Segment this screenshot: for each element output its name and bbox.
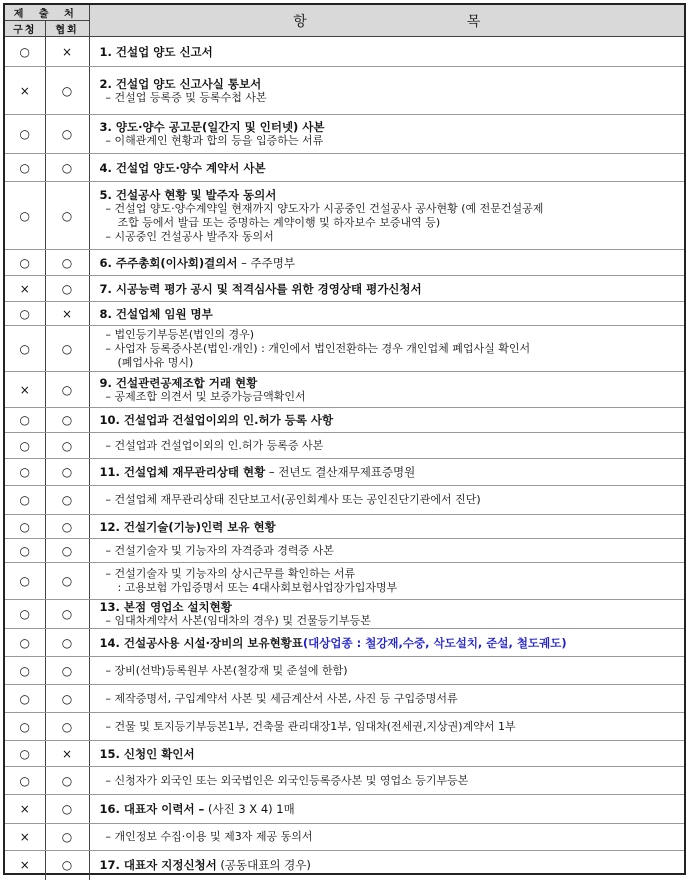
item-text: (폐업사유 명시): [117, 355, 194, 369]
document-table: [3, 3, 686, 875]
table-row: [5, 408, 684, 433]
item-content: [89, 657, 684, 685]
hyeop-mark: ○: [45, 486, 89, 515]
item-content: [89, 37, 684, 67]
item-content: [89, 486, 684, 515]
gu-mark: ○: [5, 433, 45, 459]
hyeop-mark: ×: [45, 741, 89, 767]
gu-mark: ○: [5, 767, 45, 795]
hyeop-mark: ○: [45, 767, 89, 795]
table-row: [5, 515, 684, 539]
item-detail: [100, 439, 684, 453]
item-content: [89, 408, 684, 433]
gu-mark: ○: [5, 713, 45, 741]
item-content: [89, 302, 684, 326]
gu-mark: ○: [5, 182, 45, 250]
hyeop-mark: ○: [45, 851, 89, 880]
gu-mark: ○: [5, 37, 45, 67]
table-row: [5, 67, 684, 115]
hyeop-mark: ○: [45, 433, 89, 459]
item-text: 15. 신청인 확인서: [99, 746, 195, 761]
item-note: (사진 3 X 4) 1매: [204, 802, 295, 816]
item-heading: [100, 600, 684, 614]
hyeop-mark: ○: [45, 326, 89, 372]
item-detail: [100, 581, 684, 595]
table-row: [5, 372, 684, 408]
table-row: [5, 629, 684, 657]
item-content: [89, 713, 684, 741]
item-heading: [100, 45, 684, 59]
gu-mark: ○: [5, 250, 45, 276]
item-detail: [100, 692, 684, 706]
hyeop-mark: ○: [45, 539, 89, 563]
item-detail: [100, 774, 684, 788]
item-heading: [100, 282, 684, 296]
gu-mark: ×: [5, 67, 45, 115]
hyeop-mark: ○: [45, 372, 89, 408]
item-text: – 신청자가 외국인 또는 외국법인은 외국인등록증사본 및 영업소 등기부등본: [105, 773, 469, 787]
item-detail: [100, 356, 684, 370]
item-detail: [100, 216, 684, 230]
gu-mark: ○: [5, 326, 45, 372]
item-text: – 건설업 등록증 및 등록수첩 사본: [105, 90, 267, 104]
gu-mark: ×: [5, 824, 45, 851]
item-detail: [100, 328, 684, 342]
hyeop-mark: ×: [45, 37, 89, 67]
gu-mark: ○: [5, 629, 45, 657]
item-text: – 건설업 양도·양수계약일 현재까지 양도자가 시공중인 건설공사 공사현황 (예 전문건설공제: [105, 201, 544, 215]
gu-mark: ○: [5, 302, 45, 326]
item-text: 12. 건설기술(기능)인력 보유 현황: [99, 519, 276, 534]
gu-mark: ×: [5, 372, 45, 408]
item-detail: [100, 342, 684, 356]
items-header-left: 항: [293, 13, 307, 30]
table-row: [5, 600, 684, 629]
item-content: [89, 515, 684, 539]
table-row: [5, 657, 684, 685]
item-heading: [100, 747, 684, 761]
gu-header: 구청: [5, 21, 45, 37]
hyeop-mark: ○: [45, 408, 89, 433]
item-heading: [100, 413, 684, 427]
item-text: – 공제조합 의견서 및 보증가능금액확인서: [105, 389, 306, 403]
item-text: – 법인등기부등본(법인의 경우): [105, 327, 255, 341]
item-text: – 건설기술자 및 기능자의 상시근무를 확인하는 서류: [105, 567, 356, 580]
item-heading: [100, 376, 684, 390]
item-heading: [100, 188, 684, 202]
item-text: – 건설기술자 및 기능자의 자격증과 경력증 사본: [105, 543, 334, 557]
item-heading: [100, 465, 684, 479]
hyeop-mark: ○: [45, 115, 89, 154]
table-row: [5, 851, 684, 880]
item-content: [89, 154, 684, 182]
item-text: 9. 건설관련공제조합 거래 현황: [99, 375, 258, 390]
hyeop-mark: ○: [45, 459, 89, 486]
item-text: – 사업자 등록증사본(법인·개인) : 개인에서 법인전환하는 경우 개인업체 폐업사실 확인서: [105, 341, 531, 355]
item-heading: [100, 802, 684, 816]
gu-mark: ○: [5, 459, 45, 486]
hyeop-mark: ×: [45, 302, 89, 326]
gu-mark: ○: [5, 563, 45, 600]
item-detail: [100, 134, 684, 148]
item-text: 10. 건설업과 건설업이외의 인.허가 등록 사항: [99, 413, 334, 427]
table-row: [5, 563, 684, 600]
item-text: 1. 건설업 양도 신고서: [99, 44, 213, 59]
item-text: 6. 주주총회(이사회)결의서: [99, 255, 238, 270]
item-text: 2. 건설업 양도 신고사실 통보서: [99, 76, 262, 91]
item-note: – 전년도 결산재무제표증명원: [265, 465, 416, 479]
item-text: : 고용보험 가입증명서 또는 4대사회보험사업장가입자명부: [117, 581, 398, 594]
item-detail: [100, 390, 684, 404]
item-detail: [100, 544, 684, 558]
gu-mark: ×: [5, 276, 45, 302]
table-row: [5, 326, 684, 372]
item-content: [89, 115, 684, 154]
item-text: 7. 시공능력 평가 공시 및 적격심사를 위한 경영상태 평가신청서: [99, 281, 422, 296]
hyeop-mark: ○: [45, 713, 89, 741]
item-detail: [100, 202, 684, 216]
table-row: [5, 459, 684, 486]
item-detail: [100, 664, 684, 678]
item-text: 17. 대표자 지정신청서: [99, 858, 217, 873]
gu-mark: ×: [5, 795, 45, 824]
hyeop-mark: ○: [45, 600, 89, 629]
item-detail: [100, 230, 684, 244]
item-heading: [100, 256, 684, 270]
item-text: – 이해관계인 현황과 합의 등을 입증하는 서류: [105, 134, 324, 147]
item-detail: [100, 720, 684, 734]
table-row: [5, 486, 684, 515]
hyeop-mark: ○: [45, 685, 89, 713]
item-text: – 개인정보 수집·이용 및 제3자 제공 동의서: [105, 830, 313, 843]
item-content: [89, 563, 684, 600]
hyeop-mark: ○: [45, 824, 89, 851]
item-detail: [100, 830, 684, 844]
item-text: 11. 건설업체 재무관리상태 현황: [99, 465, 266, 479]
item-note: – 주주명부: [237, 255, 295, 270]
hyeop-mark: ○: [45, 629, 89, 657]
item-text: 8. 건설업체 임원 명부: [99, 306, 213, 321]
item-heading: [100, 520, 684, 534]
gu-mark: ○: [5, 486, 45, 515]
item-heading: [100, 161, 684, 175]
item-content: [89, 600, 684, 629]
item-content: [89, 795, 684, 824]
hyeop-mark: ○: [45, 250, 89, 276]
target-industry-note: (대상업종 : 철강재,수중, 삭도설치, 준설, 철도궤도): [302, 635, 567, 650]
item-detail: [100, 567, 684, 581]
item-content: [89, 851, 684, 880]
item-text: 16. 대표자 이력서 –: [99, 802, 205, 816]
item-content: [89, 741, 684, 767]
item-heading: [100, 77, 684, 91]
gu-mark: ×: [5, 851, 45, 880]
gu-mark: ○: [5, 600, 45, 629]
table-row: [5, 182, 684, 250]
table-row: [5, 433, 684, 459]
gu-mark: ○: [5, 154, 45, 182]
hyeop-mark: ○: [45, 515, 89, 539]
item-content: [89, 824, 684, 851]
item-note: (공동대표의 경우): [216, 858, 311, 873]
item-content: [89, 685, 684, 713]
item-content: [89, 629, 684, 657]
item-text: – 임대차계약서 사본(임대차의 경우) 및 건물등기부등본: [105, 614, 371, 627]
item-text: – 시공중인 건설공사 발주자 동의서: [105, 229, 274, 243]
gu-mark: ○: [5, 515, 45, 539]
requirement-rows: [5, 37, 684, 880]
item-detail: [100, 91, 684, 105]
gu-mark: ○: [5, 408, 45, 433]
table-row: [5, 154, 684, 182]
hyeop-mark: ○: [45, 795, 89, 824]
table-row: [5, 276, 684, 302]
items-header: [89, 5, 684, 37]
gu-mark: ○: [5, 741, 45, 767]
item-text: 5. 건설공사 현황 및 발주자 동의서: [99, 187, 277, 202]
item-heading: [100, 307, 684, 321]
item-heading: [100, 858, 684, 872]
submit-to-header: 제 출 처: [5, 5, 89, 21]
hyeop-mark: ○: [45, 67, 89, 115]
hyeop-mark: ○: [45, 657, 89, 685]
table-row: [5, 713, 684, 741]
item-heading: [100, 120, 684, 134]
item-text: – 건설업체 재무관리상태 진단보고서(공인회계사 또는 공인진단기관에서 진단): [105, 493, 481, 506]
item-heading: [100, 636, 684, 650]
hyeop-header: 협회: [45, 21, 89, 37]
table-row: [5, 741, 684, 767]
item-detail: [100, 614, 684, 628]
item-content: [89, 372, 684, 408]
item-content: [89, 767, 684, 795]
gu-mark: ○: [5, 685, 45, 713]
item-content: [89, 67, 684, 115]
item-content: [89, 276, 684, 302]
table-row: [5, 795, 684, 824]
hyeop-mark: ○: [45, 276, 89, 302]
item-text: 13. 본점 영업소 설치현황: [99, 600, 232, 614]
item-text: – 장비(선박)등록원부 사본(철강재 및 준설에 한함): [105, 663, 348, 677]
item-content: [89, 250, 684, 276]
table-row: [5, 685, 684, 713]
item-text: 14. 건설공사용 시설·장비의 보유현황표: [99, 635, 303, 650]
item-content: [89, 539, 684, 563]
hyeop-mark: ○: [45, 154, 89, 182]
items-header-right: 목: [466, 13, 481, 30]
table-row: [5, 767, 684, 795]
item-content: [89, 182, 684, 250]
item-content: [89, 459, 684, 486]
hyeop-mark: ○: [45, 563, 89, 600]
gu-mark: ○: [5, 657, 45, 685]
item-detail: [100, 493, 684, 507]
table-row: [5, 250, 684, 276]
gu-mark: ○: [5, 115, 45, 154]
item-text: – 건설업과 건설업이외의 인.허가 등록증 사본: [105, 438, 324, 452]
gu-mark: ○: [5, 539, 45, 563]
table-row: [5, 302, 684, 326]
item-content: [89, 433, 684, 459]
item-text: 3. 양도·양수 공고문(일간지 및 인터넷) 사본: [99, 120, 325, 134]
table-row: [5, 37, 684, 67]
hyeop-mark: ○: [45, 182, 89, 250]
item-text: – 제작증명서, 구입계약서 사본 및 세금계산서 사본, 사진 등 구입증명서류: [105, 691, 458, 705]
table-row: [5, 115, 684, 154]
table-row: [5, 824, 684, 851]
item-content: [89, 326, 684, 372]
table-row: [5, 539, 684, 563]
requirements-table: [5, 5, 684, 880]
item-text: 조합 등에서 발급 또는 증명하는 계약이행 및 하자보수 보증내역 등): [117, 215, 441, 229]
item-text: 4. 건설업 양도·양수 계약서 사본: [99, 160, 266, 175]
item-text: – 건물 및 토지등기부등본1부, 건축물 관리대장1부, 임대차(전세권,지상권)계약서 1부: [105, 719, 516, 733]
